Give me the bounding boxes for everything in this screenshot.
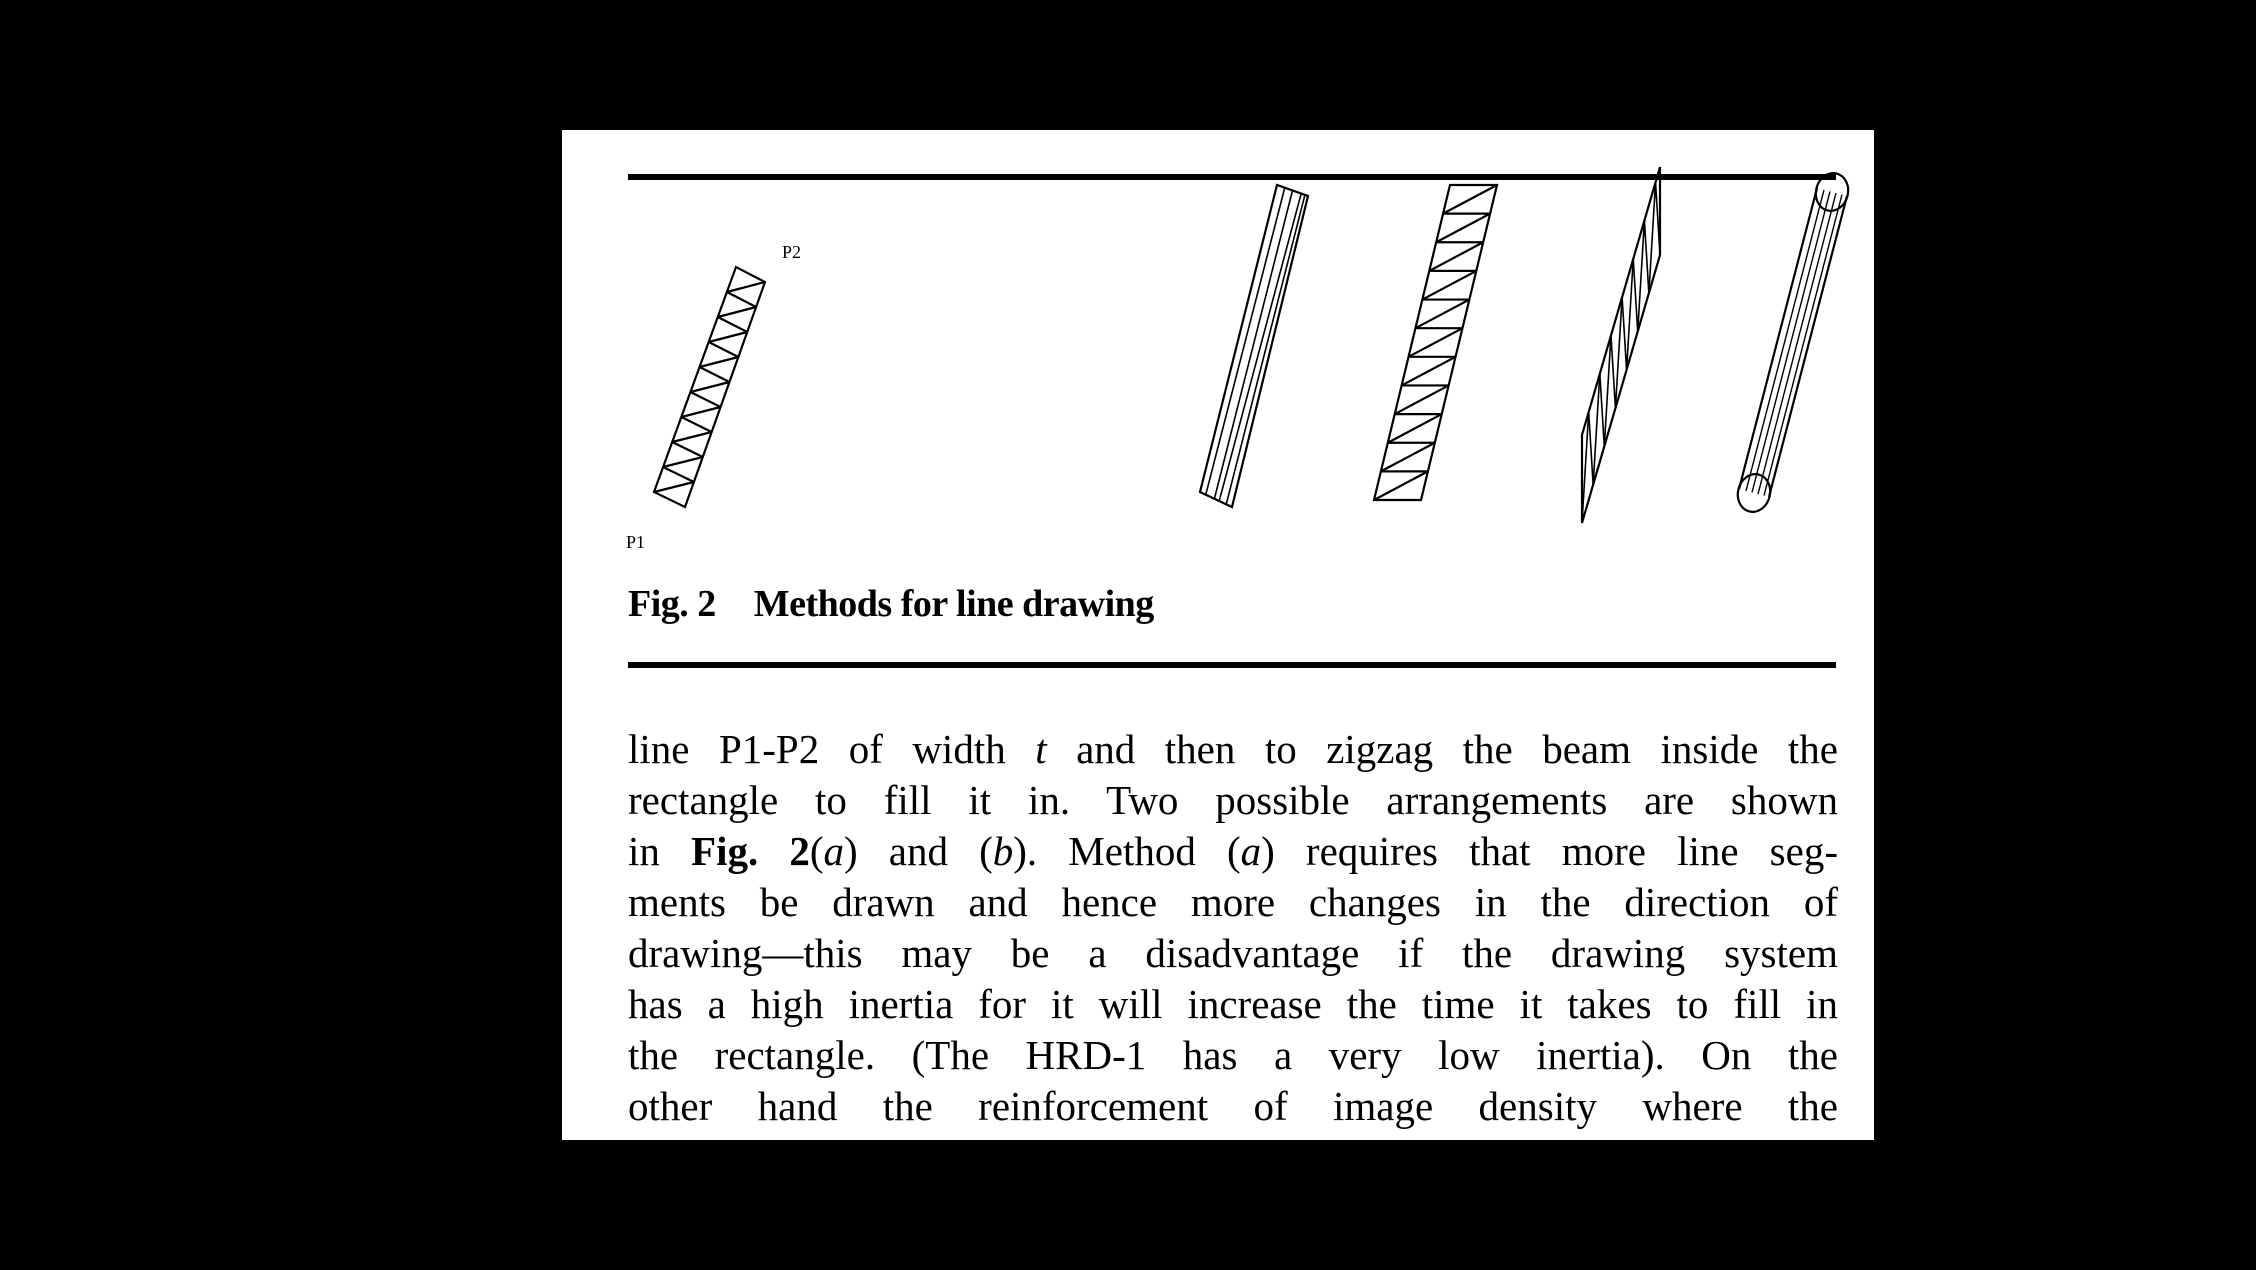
hatch-line: [1611, 335, 1615, 408]
inner-line: [1219, 194, 1301, 501]
diagonal-line: [718, 307, 756, 317]
figure-caption: [628, 582, 1154, 626]
text-line: [628, 928, 1838, 979]
rung-line: [727, 292, 756, 307]
panel-a-triangulated-strip: [654, 267, 765, 507]
caption-number: Fig. 2: [628, 583, 716, 625]
body-paragraph: [628, 724, 1838, 1132]
diagonal-line: [672, 432, 711, 442]
text-line: [628, 979, 1838, 1030]
text-line: [628, 1030, 1838, 1081]
text-run: rectangle to fill it in. Two possible arrangements are shown: [628, 777, 1838, 823]
panel-c-zigzag-strip: [1374, 185, 1497, 500]
paper-page: [562, 130, 1874, 1140]
text-italic: b: [992, 828, 1014, 874]
panel-d-parallelogram-hatched: [1582, 167, 1660, 523]
diagonal-line: [709, 332, 748, 342]
label-p1: P1: [626, 532, 646, 552]
text-run: ments be drawn and hence more changes in the direction of: [628, 879, 1838, 925]
rung-line: [663, 467, 694, 482]
diagonal-line: [727, 282, 765, 292]
cylinder-line: [1769, 196, 1847, 497]
bottom-rule: [628, 662, 1836, 668]
hatch-line: [1644, 221, 1648, 294]
text-run: line P1-P2 of width: [628, 726, 1036, 772]
text-italic: t: [1035, 726, 1047, 772]
strip-outline: [1200, 185, 1308, 507]
panel-e-cylinder: [1734, 170, 1852, 516]
caption-title: Methods for line drawing: [753, 583, 1154, 625]
text-run: drawing—this may be a disadvantage if the drawing system: [628, 930, 1838, 976]
diagonal-line: [1429, 242, 1483, 271]
rung-line: [709, 342, 739, 357]
label-p2: P2: [782, 242, 802, 262]
diagonal-line: [1436, 214, 1490, 243]
text-run: in: [628, 828, 692, 874]
diagonal-line: [1415, 300, 1469, 329]
hatch-line: [1600, 374, 1604, 447]
text-line: [628, 877, 1838, 928]
text-bold: Fig. 2: [691, 828, 810, 874]
diagonal-line: [681, 407, 720, 417]
rung-line: [718, 317, 747, 332]
text-run: the rectangle. (The HRD-1 has a very low inertia). On the: [628, 1032, 1838, 1078]
diagonal-line: [690, 382, 729, 392]
diagonal-line: [1381, 443, 1435, 472]
cylinder-line: [1746, 190, 1824, 491]
text-run: other hand the reinforcement of image density where the: [628, 1083, 1838, 1129]
diagonal-line: [1409, 328, 1463, 357]
hatch-line: [1633, 259, 1637, 332]
hatch-line: [1589, 412, 1593, 485]
rung-line: [681, 417, 711, 432]
rung-line: [690, 392, 720, 407]
text-line: [628, 826, 1838, 877]
cylinder-line: [1758, 193, 1836, 494]
text-run: and then to zigzag the beam inside the: [1046, 726, 1838, 772]
text-run: ) and (: [844, 828, 993, 874]
text-line: [628, 775, 1838, 826]
diagonal-line: [663, 457, 703, 467]
text-run: has a high inertia for it will increase the time it takes to fill in: [628, 981, 1838, 1027]
text-italic: a: [823, 828, 845, 874]
inner-line: [1214, 191, 1292, 499]
diagonal-line: [700, 357, 739, 367]
diagonal-line: [1395, 385, 1449, 414]
cylinder-line: [1752, 191, 1830, 492]
panel-b-long-strip: [1200, 185, 1308, 507]
text-line: [628, 1081, 1838, 1132]
diagonal-line: [1443, 185, 1497, 214]
inner-line: [1226, 195, 1305, 504]
diagonal-line: [1388, 414, 1442, 443]
hatch-line: [1622, 297, 1626, 370]
diagonal-line: [654, 482, 694, 492]
rung-line: [700, 367, 730, 382]
figure-methods-for-line-drawing: [562, 130, 1874, 600]
text-italic: a: [1240, 828, 1262, 874]
text-line: [628, 724, 1838, 775]
diagonal-line: [1374, 471, 1428, 500]
text-run: (: [809, 828, 824, 874]
diagonal-line: [1402, 357, 1456, 386]
text-run: ) requires that more line seg-: [1261, 828, 1838, 874]
rung-line: [672, 442, 703, 457]
text-run: ). Method (: [1013, 828, 1241, 874]
diagonal-line: [1422, 271, 1476, 300]
